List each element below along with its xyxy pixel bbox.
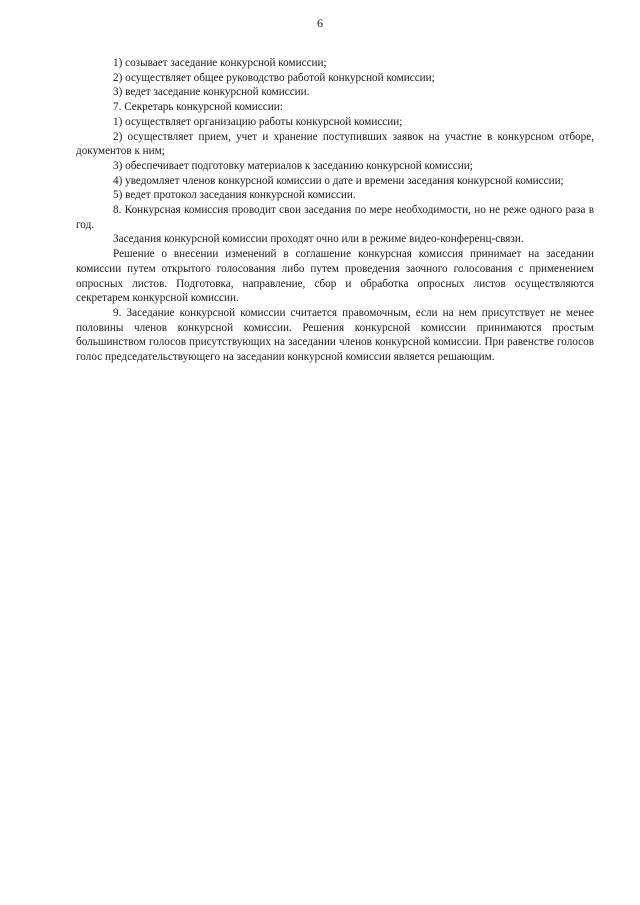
paragraph-chair-duty-2: 2) осуществляет общее руководство работой конкурсной комиссии;	[113, 71, 435, 84]
paragraph-item-7-heading: 7. Секретарь конкурсной комиссии:	[113, 101, 283, 114]
document-body	[76, 56, 594, 365]
paragraph-chair-duty-3: 3) ведет заседание конкурсной комиссии.	[113, 86, 310, 99]
paragraph-secretary-duty-2: 2) осуществляет прием, учет и хранение поступивших заявок на участие в конкурсном отборе, документов к ним;	[76, 130, 594, 158]
paragraph-item-9: 9. Заседание конкурсной комиссии считается правомочным, если на нем присутствует не менее половины членов конкурсной комиссии. Решения конкурсной комиссии принимаются простым большинством голосов присутствующих на заседании членов конкурсной комиссии. При равенстве голосов голос председательствующего на заседании конкурсной комиссии является решающим.	[76, 306, 594, 364]
page-number: 6	[317, 16, 323, 30]
paragraph-voting-procedure: Решение о внесении изменений в соглашение конкурсная комиссия принимает на заседании комиссии путем открытого голосования либо путем проведения заочного голосования с применением опросных листов. Подготовка, направление, сбор и обработка опросных листов осуществляются секретарем конкурсной комиссии.	[76, 248, 594, 305]
paragraph-secretary-duty-5: 5) ведет протокол заседания конкурсной комиссии.	[113, 189, 356, 202]
paragraph-meeting-format: Заседания конкурсной комиссии проходят очно или в режиме видео-конференц-связи.	[113, 233, 524, 246]
paragraph-secretary-duty-1: 1) осуществляет организацию работы конкурсной комиссии;	[113, 115, 403, 128]
paragraph-secretary-duty-4: 4) уведомляет членов конкурсной комиссии о дате и времени заседания конкурсной комиссии;	[113, 174, 564, 187]
paragraph-chair-duty-1: 1) созывает заседание конкурсной комиссии;	[113, 57, 327, 69]
paragraph-item-8: 8. Конкурсная комиссия проводит свои заседания по мере необходимости, но не реже одного раза в год.	[76, 204, 594, 231]
paragraph-secretary-duty-3: 3) обеспечивает подготовку материалов к заседанию конкурсной комиссии;	[113, 159, 473, 172]
